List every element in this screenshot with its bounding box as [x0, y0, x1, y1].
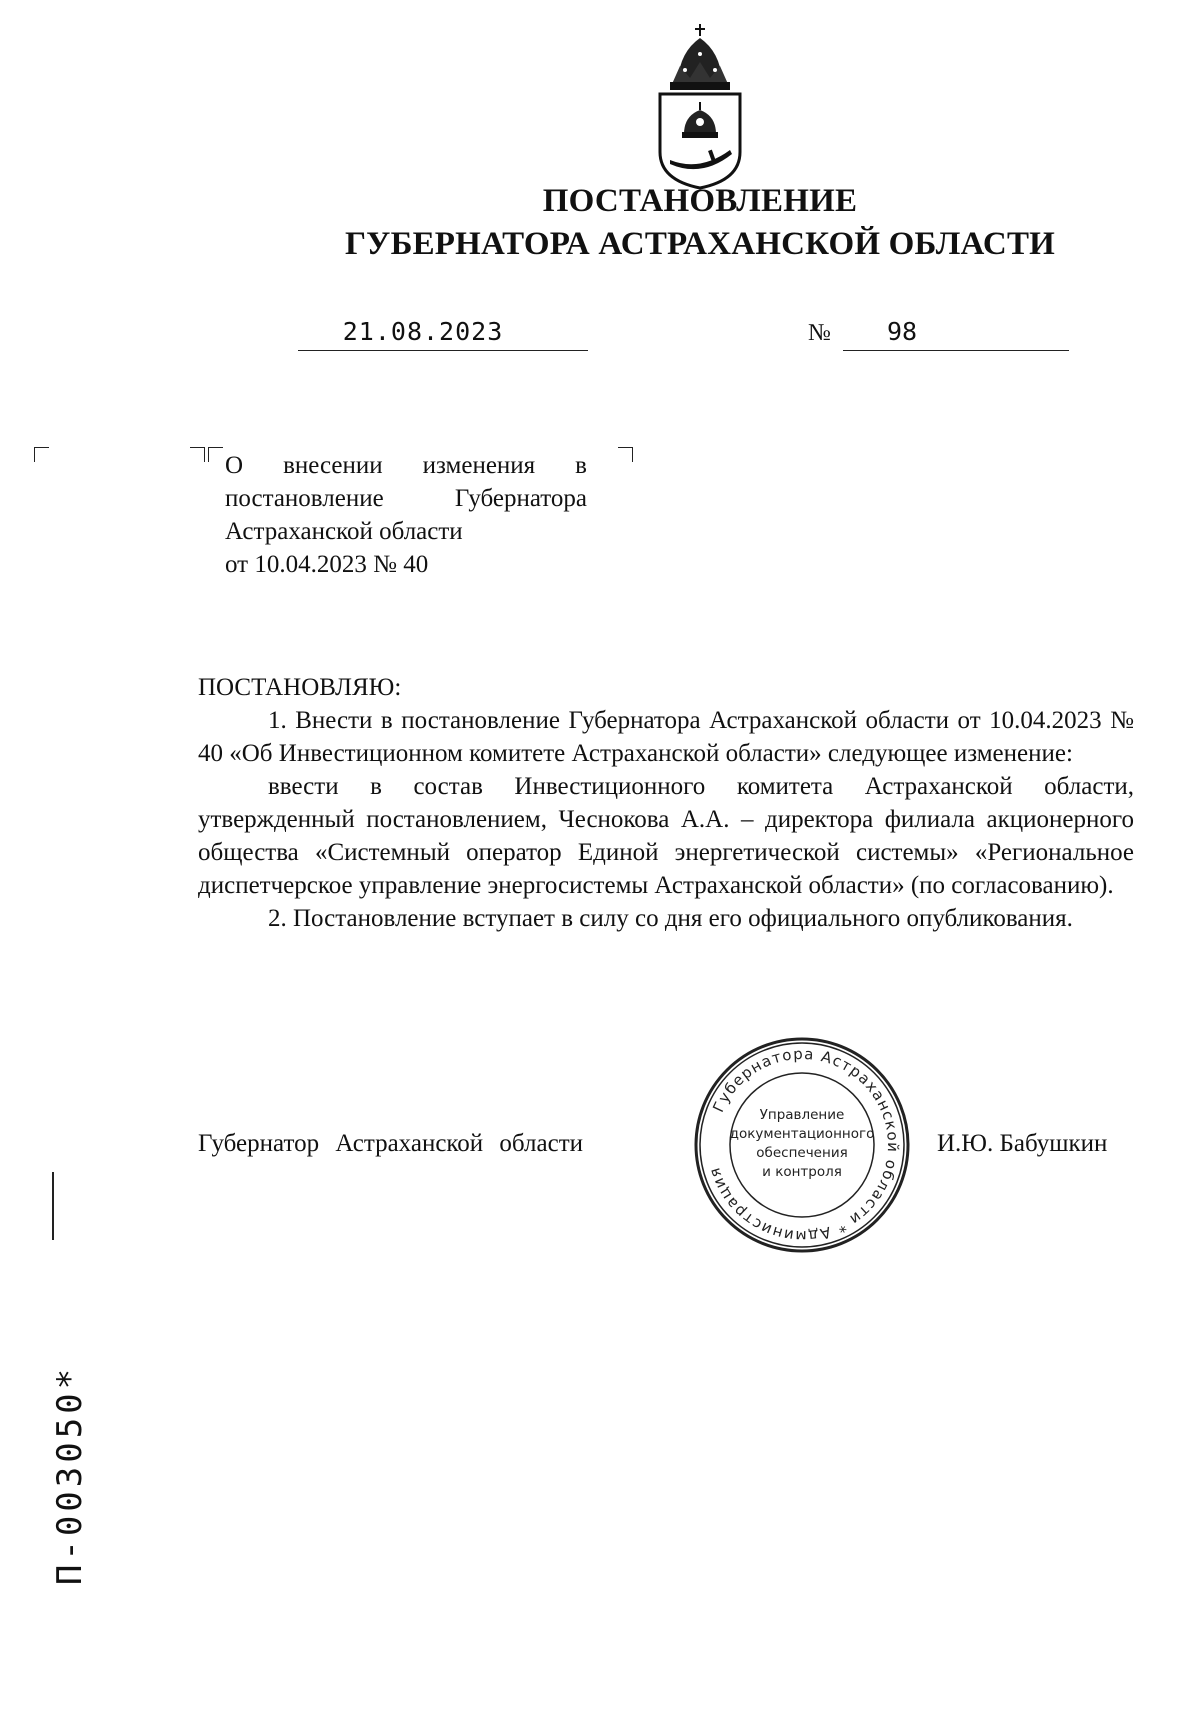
stamp-center-line: Управление	[759, 1107, 845, 1123]
issuer-title: ГУБЕРНАТОРА АСТРАХАНСКОЙ ОБЛАСТИ	[344, 226, 1056, 262]
signatory-name: И.Ю. Бабушкин	[937, 1130, 1108, 1157]
margin-line	[52, 1172, 54, 1240]
paragraph-2: 2. Постановление вступает в силу со дня его официального опубликования.	[268, 905, 1073, 932]
corner-mark-subject-left-a	[190, 447, 205, 462]
resolution-heading: ПОСТАНОВЛЯЮ:	[198, 674, 402, 701]
subject-line: Астраханской области	[225, 518, 463, 545]
official-stamp	[692, 1035, 912, 1255]
number-sign: №	[808, 320, 831, 346]
stamp-center-line: обеспечения	[756, 1145, 848, 1161]
document-number: 98	[843, 313, 1069, 351]
corner-mark-subject-right	[618, 447, 633, 462]
stamp-center-line: документационного	[729, 1126, 875, 1142]
subject-line: от 10.04.2023 № 40	[225, 551, 429, 578]
stamp-ring-text: Губернатора Астраханской области * Администрация	[705, 1044, 903, 1246]
stamp-center-line: и контроля	[762, 1164, 842, 1180]
corner-mark-left	[34, 447, 49, 462]
signatory-position: Губернатор Астраханской области	[198, 1130, 584, 1157]
paragraph-amendment: ввести в состав Инвестиционного комитета Астраханской области, утвержденный постановлением, Чеснокова А.А. – директора филиала акционерного общества «Системный оператор Единой энергетической системы» «Региональное диспетчерское управление энергосистемы Астраханской области» (по согласованию).	[198, 773, 1134, 899]
document-date: 21.08.2023	[298, 313, 588, 351]
coat-of-arms-emblem	[650, 22, 750, 190]
subject-line: постановление Губернатора	[225, 485, 587, 512]
paragraph-1: 1. Внести в постановление Губернатора Астраханской области от 10.04.2023 № 40 «Об Инвестиционном комитете Астраханской области» следующее изменение:	[198, 707, 1134, 767]
registration-code: П-003050*	[50, 1364, 90, 1586]
subject-line: О внесении изменения в	[225, 452, 587, 479]
corner-mark-subject-left-b	[208, 447, 223, 462]
document-body	[198, 671, 1134, 935]
document-type-title: ПОСТАНОВЛЕНИЕ	[542, 183, 858, 219]
document-subject	[225, 449, 587, 581]
